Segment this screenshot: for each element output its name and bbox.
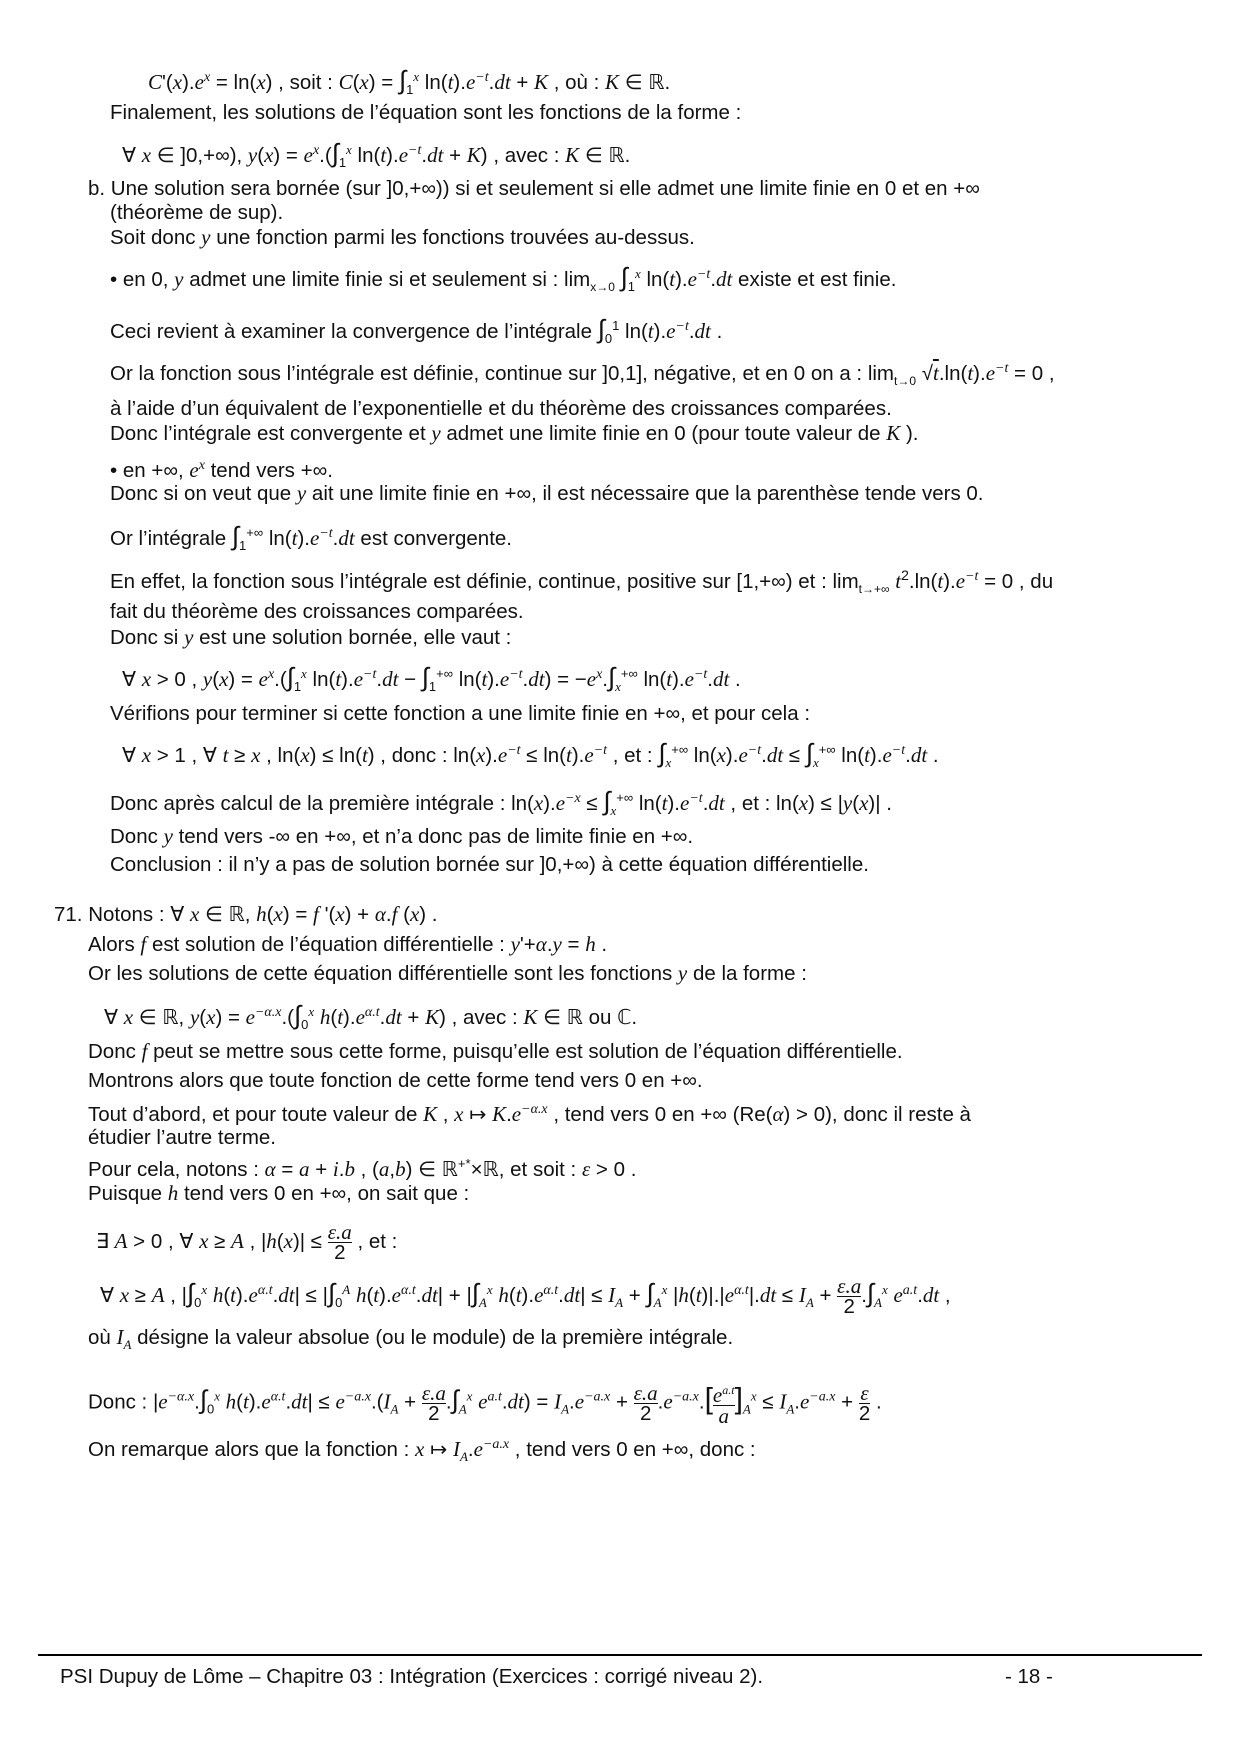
text-line: étudier l’autre terme.	[88, 1126, 277, 1149]
text-line: Pour cela, notons : α = a + i.b , (a,b) ∈ ℝ+*×ℝ, et soit : ε > 0 .	[88, 1156, 637, 1181]
text-line: Donc l’intégrale est convergente et y admet une limite finie en 0 (pour toute valeur de K ).	[110, 421, 919, 445]
text-line: ∀ x ≥ A , $|\int_0^x$ $h(t).e^{\alpha.t}.dt| \le |\int_0^A$ $h(t).e^{\alpha.t}.dt| + |\int_A^x$ $h(t).e^{\alpha.t}.dt| \le I_A + \int_A^x$ $|h(t)|.|e^{\alpha.t}|.dt \le I_A$ + $\frac{\varepsilon.a}{2}$ $.\int_A^x$ $e^{a.t}.dt$ ,	[100, 1274, 951, 1318]
text-line: Alors f est solution de l’équation différentielle : y'+α.y = h .	[88, 932, 608, 956]
text-line: Or les solutions de cette équation différentielle sont les fonctions y de la forme :	[88, 961, 807, 985]
text-line: Conclusion : il n’y a pas de solution bornée sur ]0,+∞) à cette équation différentielle.	[110, 853, 869, 876]
text-line: Donc : $|e^{-\alpha.x}.\int_0^x$ $h(t).e^{\alpha.t}.dt| \le e^{-a.x}.(I_A$ + $\frac{\varepsilon.a}{2}$ $.\int_A^x$ $e^{a.t}.dt) = I_A.e^{-a.x}$ + $\frac{\varepsilon.a}{2}$ $.e^{-a.x}$.[ $\frac{e^{a.t}}{a}$ ]$_A^x \le I_A.e^{-a.x}$ + $\frac{\varepsilon}{2}$ .	[88, 1380, 882, 1428]
text-line: Donc f peut se mettre sous cette forme, puisqu’elle est solution de l’équation différentielle.	[88, 1039, 903, 1063]
text-line: 71. Notons : ∀ x ∈ ℝ, h(x) = f '(x) + α.f (x) .	[54, 902, 438, 926]
text-line: Puisque h tend vers 0 en +∞, on sait que :	[88, 1181, 470, 1205]
text-line: Vérifions pour terminer si cette fonction a une limite finie en +∞, et pour cela :	[110, 702, 811, 725]
text-line: Donc si on veut que y ait une limite finie en +∞, il est nécessaire que la parenthèse tende vers 0.	[110, 481, 984, 505]
text-line: • en 0, y admet une limite finie si et seulement si : $\lim_{x\to 0} \int_1^x$ $\ln(t).e^{-t}.dt$ existe et est finie.	[110, 261, 897, 294]
text-line: Montrons alors que toute fonction de cette forme tend vers 0 en +∞.	[88, 1069, 703, 1092]
text-line: Or l’intégrale $\int_1^{+\infty}$ $\ln(t).e^{-t}.dt$ est convergente.	[110, 520, 512, 553]
text-line: On remarque alors que la fonction : x ↦ $I_A.e^{-a.x}$ , tend vers 0 en +∞, donc :	[88, 1436, 756, 1464]
text-line: (théorème de sup).	[110, 201, 284, 224]
text-line: à l’aide d’un équivalent de l’exponentielle et du théorème des croissances comparées.	[110, 397, 892, 420]
text-line: Ceci revient à examiner la convergence de l’intégrale $\int_0^1$ $\ln(t).e^{-t}.dt$ .	[110, 313, 723, 346]
text-line: Or la fonction sous l’intégrale est définie, continue sur ]0,1], négative, et en 0 on a : $\lim_{t\to 0} √t.\ln(t).e^{-t} = 0$ ,	[110, 360, 1055, 388]
text-line: ∀ x > 1 , ∀ t ≥ x , ln(x) ≤ ln(t) , donc : $\ln(x).e^{-t} \le \ln(t).e^{-t}$ , et : $\int_x^{+\infty}$ $\ln(x).e^{-t}.dt \le \int_x^{+\infty}$ $\ln(t).e^{-t}.dt$ .	[122, 737, 939, 770]
text-line: • en +∞, $e^x$ tend vers +∞.	[110, 457, 333, 482]
text-line: Tout d’abord, et pour toute valeur de K , x ↦ $K.e^{-\alpha.x}$ , tend vers 0 en +∞ (Re(α) > 0), donc il reste à	[88, 1101, 971, 1126]
page-number: - 18 -	[1005, 1665, 1053, 1688]
text-line: ∃ A > 0 , ∀ x ≥ A , |h(x)| ≤ $\frac{\varepsilon.a}{2}$ , et :	[96, 1220, 398, 1264]
text-line: Soit donc y une fonction parmi les fonctions trouvées au-dessus.	[110, 225, 695, 249]
text-line: b. Une solution sera bornée (sur ]0,+∞)) si et seulement si elle admet une limite finie en 0 et en +∞	[88, 177, 980, 200]
text-line: Donc y tend vers -∞ en +∞, et n’a donc pas de limite finie en +∞.	[110, 824, 694, 848]
text-line: où $I_A$ désigne la valeur absolue (ou le module) de la première intégrale.	[88, 1325, 734, 1353]
text-line: Finalement, les solutions de l’équation sont les fonctions de la forme :	[110, 101, 742, 124]
text-line: En effet, la fonction sous l’intégrale est définie, continue, positive sur [1,+∞) et : $\lim_{t\to+\infty} t^2.\ln(t).e^{-t} = 0$ , du	[110, 567, 1054, 596]
text-line: ∀ x > 0 , $y(x) = e^x.(\int_1^x$ $\ln(t).e^{-t}.dt - \int_1^{+\infty}$ $\ln(t).e^{-t}.dt) = -e^x.\int_x^{+\infty}$ $\ln(t).e^{-t}.dt$ .	[122, 661, 741, 694]
text-line: $C'(x).e^x = \ln(x)$ , soit : $C(x) = \int_1^x$ $\ln(t).e^{-t}.dt + K$ , où : K ∈ ℝ.	[148, 64, 671, 97]
text-line: Donc si y est une solution bornée, elle vaut :	[110, 625, 512, 649]
footer-title: PSI Dupuy de Lôme – Chapitre 03 : Intégration (Exercices : corrigé niveau 2).	[60, 1665, 764, 1688]
text-line: ∀ x ∈ ]0,+∞), $y(x) = e^x.(\int_1^x$ $\ln(t).e^{-t}.dt + K$) , avec : K ∈ ℝ.	[122, 137, 631, 170]
text-line: ∀ x ∈ ℝ, $y(x) = e^{-\alpha.x}.(\int_0^x$ $h(t).e^{\alpha.t}.dt + K$) , avec : K ∈ ℝ ou ℂ.	[104, 999, 638, 1032]
text-line: Donc après calcul de la première intégrale : $\ln(x).e^{-x} \le \int_x^{+\infty}$ $\ln(t).e^{-t}.dt$ , et : ln(x) ≤ |y(x)| .	[110, 785, 892, 818]
text-line: fait du théorème des croissances comparées.	[110, 600, 524, 623]
footer-separator	[38, 1654, 1202, 1656]
